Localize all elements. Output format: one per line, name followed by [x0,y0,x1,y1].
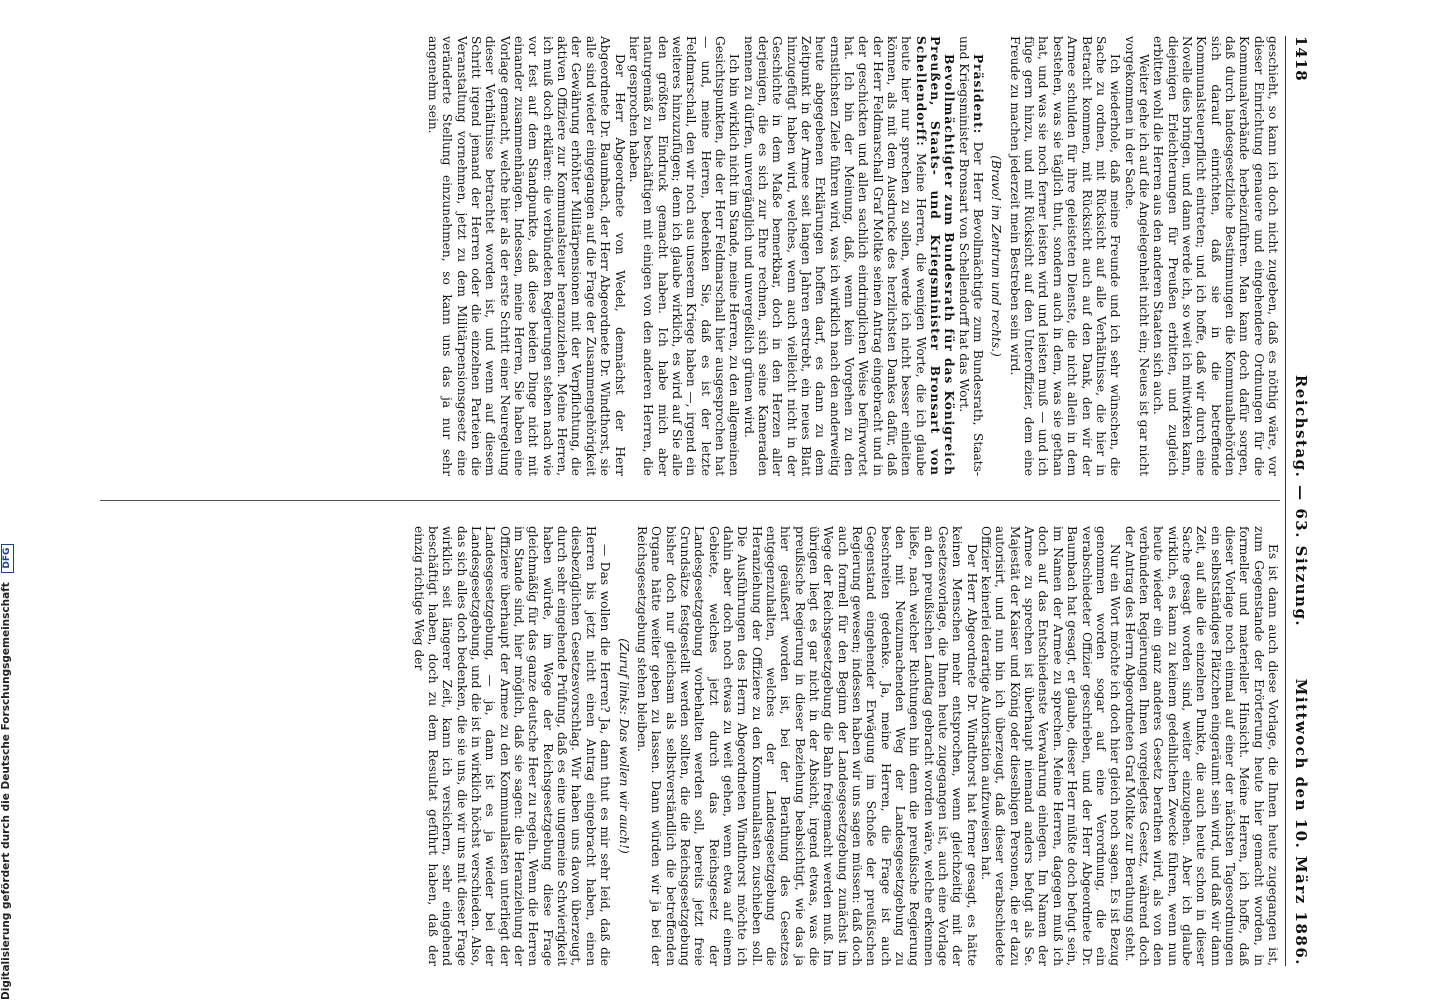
paragraph: — Das wollen die Herren? Ja, dann thut es mir sehr leid, daß die Herren bis jetzt nicht einen Antrag eingebracht haben, einen diesbezüglichen Gesetzesvorschlag. Wir haben uns davon überzeugt, durch sehr eingehende Prüfung, daß es eine ungemeine Schwierigkeit haben würde, im Wege der Reichsgesetzgebung diese Frage gleichmäßig für das ganze deutsche Heer zu regeln. Wenn die Herren im Stande sind, hier möglich, daß sie sagen: die Heranziehung der Offiziere überhaupt der Armee zu den Kommunallasten unterliegt der Landesgesetzgebung, — ja, dann ist es ja wieder bei der Landesgesetzgebung, und die ist in wirklich höchst verschieden. Also, das sich alles doch bedenken, die sie uns, die wir uns mit dieser Frage wirklich seit längerer Zeit, kann ich versichern, sehr eingehend beschäftigt haben, doch zu dem Resultat geführt haben, daß der einzig richtige Weg der [411,526,613,966]
left-column [90,36,1280,476]
digitization-footer [0,0,18,1000]
page-header [1288,36,1310,966]
paragraph: geschieht, so kann ich doch nicht zugeben, daß es nöthig wäre, vor dieser Einrichtung genauere und eingehendere Ordnungen für die Kommunalverbände herbeizuführen. Man kann doch dafür sorgen, daß durch landesgesetzliche Bestimmungen die Kommunalbehörden sich darauf einrichten, daß sie in die betreffende Kommunalsteuerpflicht eintreten; und ich hoffe, daß wir durch eine Novelle dies bringen, und dann werde ich, so weit ich mitwirken kann, diejenigen Erleichterungen für Preußen erbitten, und zugleich erbitten wohl die Herren aus den anderen Staaten sich auch. [1151,36,1280,476]
interjection: (Bravo! im Zentrum und rechts.) [989,155,1004,357]
page-date: Mittwoch den 10. März 1886. [1292,678,1310,966]
page-title: Reichstag. — 63. Sitzung. [1292,374,1310,628]
speech-text: Meine Herren, die wenigen Worte, die ich glaube heute hier nur sprechen zu sollen, werde ich nicht besser einleiten können, als mit dem Ausdrucke des herzlichsten Dankes dafür, daß der Herr Feldmarschall Graf Moltke seinen Antrag eingebracht und in der geschickten und allen sachlich eindringlichen Weise befürwortet hat. Ich bin der Meinung, daß, wenn kein Vorgehen zu den ernstlichsten Ziele führen wird, was ich wirklich nach den anderweitig heute abgegebenen Erklärungen hoffen darf, es dann zu dem Zeitpunkt in der Armee seit langen Jahren erstrebt, ein neues Blatt hinzugefügt haben wird, welches, wenn auch vielleicht nicht in der Geschichte in dem Maße bemerkbar, doch in den Herzen aller derjenigen, die es sich zur Ehre rechnen, sich seine Kameraden nennen zu dürfen, unvergänglich und unvergeßlich grünen wird. [741,36,928,476]
speaker-label: Präsident: [971,54,986,135]
footer-text: Digitalisierung gefördert durch die Deutsche Forschungsgemeinschaft [0,582,12,1000]
paragraph: Ich bin wirklich nicht im Stande, meine Herren, zu den allgemeinen Gesichtspunkten, die der Herr Feldmarschall hier ausgesprochen hat — und, meine Herren, bedenken Sie, daß es ist der letzte Feldmarschall, den wir noch aus unserem Kriege haben —, irgend ein weiteres hinzuzufügen; denn ich glaube wirklich, es wird auf Sie alle den größten Eindruck gemacht haben. Ich habe mich aber naturgemäß zu beschäftigen mit einigen von den anderen Herren, die hier gesprochen haben. [626,36,742,476]
paragraph [741,36,956,476]
speech-text: Der Herr Bevollmächtigte zum Bundesrath, Staats- und Kriegsminister Bronsart von Schellendorff hat das Wort. [956,36,986,476]
column-divider [100,500,1280,501]
paragraph: Es ist dann auch diese Vorlage, die Ihnen heute zugegangen ist, zum Gegenstande der Erörterung heute hier gemacht worden, in formeller und materieller Hinsicht. Meine Herren, ich hoffe, daß dieser Vorlage noch einmal auf einer der nächsten Tagesordnungen ein selbstständiges Plätzchen eingeräumt sein wird, und daß wir dann Zeit, auf alle die einzelnen Punkte, die auch heute schon in dieser Sache gesagt worden sind, weiter einzugehen. Aber ich glaube wirklich, es kann zu keinem gedeihlichen Zwecke führen, wenn nun heute wieder ein ganz anderes Gesetz berathen wird, als von den verbündeten Regierungen Ihnen vorgelegtes Gesetz, während doch der Antrag des Herrn Abgeordneten Graf Moltke zur Berathung steht. [1122,526,1280,966]
paragraph: Ich wiederhole, daß meine Freunde und ich sehr wünschen, die Sache zu ordnen, mit Rücksicht auf alle Verhältnisse, die hier in Betracht kommen, mit Rücksicht auch auf den Dank, den wir der Armee schulden für ihre geleisteten Dienste, die nicht allein in dem bestehen, was sie täglich thut, sondern auch in dem, was sie gethan hat, und was sie noch ferner leisten wird und leisten muß — und ich füge gern hinzu, und mit Rücksicht auf den Unteroffizier, dem eine Freude zu machen jederzeit mein Bestreben sein wird. [1007,36,1123,476]
speaker-label: Bevollmächtigter zum Bundesrath für das Königreich Preußen, Staats- und Kriegsminister Bronsart von Schellendorff: [913,36,957,476]
dfg-logo: DFG [1,544,14,573]
paragraph: Weiter gehe ich auf die Angelegenheit nicht ein; Neues ist gar nicht vorgekommen in der Sache. [1122,36,1151,476]
page-number: 1418 [1292,36,1310,82]
header-rule [1285,36,1286,966]
paragraph: Der Herr Abgeordnete von Wedel, demnächst der Herr Abgeordnete Dr. Baumbach, der Herr Abgeordnete Dr. Windthorst, sie alle sind wieder eingegangen auf die Frage der Zusammengehörigkeit der Gewährung erhöhter Militärpensionen mit der Verpflichtung, die aktiven Offiziere zur Kommunalsteuer heranzuziehen. Meine Herren, ich muß doch erklären: die verbündeten Regierungen stehen nach wie vor fest auf dem Standpunkte, daß diese beiden Dinge nicht mit einander zusammenhängen. Indessen, meine Herren, Sie haben eine Vorlage gemacht, welche hier als der erste Schritt einer Neuregelung dieser Verhältnisse betrachtet worden ist, und wenn auf diesem Schritt irgend jemand der Herren oder die einzelnen Parteien die Veranstaltung vornehmen, jetzt zu dem Militärpensionsgesetz eine veränderte Stellung einzunehmen, so kann uns das ja nur sehr angenehm sein. [426,36,627,476]
scanned-page [86,18,1316,988]
interjection: (Zuruf links: Das wollen wir auch!) [616,638,631,854]
right-column [90,526,1280,966]
paragraph [956,36,985,476]
paragraph: Der Herr Abgeordnete Dr. Windthorst hat ferner gesagt, es hätte keinen Menschen mehr entsprochen, wenn gleichzeitig mit der Gesetzesvorlage, die Ihnen heute zugegangen ist, auch eine Vorlage an den preußischen Landtag gebracht worden wäre, welche erkennen ließe, nach welcher Richtungen hin denn die preußische Regierung den mit Neuzumachenden Weg der Landesgesetzgebung zu beschreiten gedenke. Ja, meine Herren, die Frage ist auch Gegenstand eingehender Erwägung im Schoße der preußischen Regierung gewesen; indessen haben wir uns sagen müssen: daß doch auch formell für den Beginn der Landesgesetzgebung zunächst im Wege der Reichsgesetzgebung die Bahn freigemacht werden muß. Im übrigen liegt es gar nicht in der Absicht, irgend etwas, was die preußische Regierung in dieser Beziehung beabsichtigt, wie das ja hier geäußert worden ist, bei der Berathung des Gesetzes entgegenzuhalten, welches der Landesgesetzgebung die Heranziehung der Offiziere zu den Kommunallasten zuschieben soll. Die Ausführungen des Herrn Abgeordneten Windthorst möchte ich dahin aber doch noch etwas zu weit gehen, wenn etwa auf einem Gebiete, welches jetzt durch das Reichsgesetz der Landesgesetzgebung vorbehalten werden soll, bereits jetzt freie Grundsätze festgestellt werden sollten, die die Reichsgesetzgebung bisher doch nur gleichsam als selbstverständlich die betreffenden Organe hätte weiter geben zu lassen. Dann würden wir ja bei der Reichsgesetzgebung stehen bleiben. [634,526,979,966]
paragraph: Nur ein Wort möchte ich doch hier gleich noch sagen. Es ist Bezug genommen worden sogar auf eine Verordnung, die ein verabschiedeter Offizier geschrieben, und der Herr Abgeordnete Dr. Baumbach hat gesagt, er glaube, dieser Herr müßte doch befugt sein, im Namen der Armee zu sprechen. Meine Herren, dagegen muß ich doch auf das Entschiedenste Verwahrung einlegen. Im Namen der Armee zu sprechen ist überhaupt niemand anders befugt als Se. Majestät der Kaiser und König oder dieselbigen Personen, die er dazu autorisirt, und nun bin ich überzeugt, daß dieser verabschiedete Offizier keinerlei derartige Autorisation aufzuweisen hat. [979,526,1123,966]
